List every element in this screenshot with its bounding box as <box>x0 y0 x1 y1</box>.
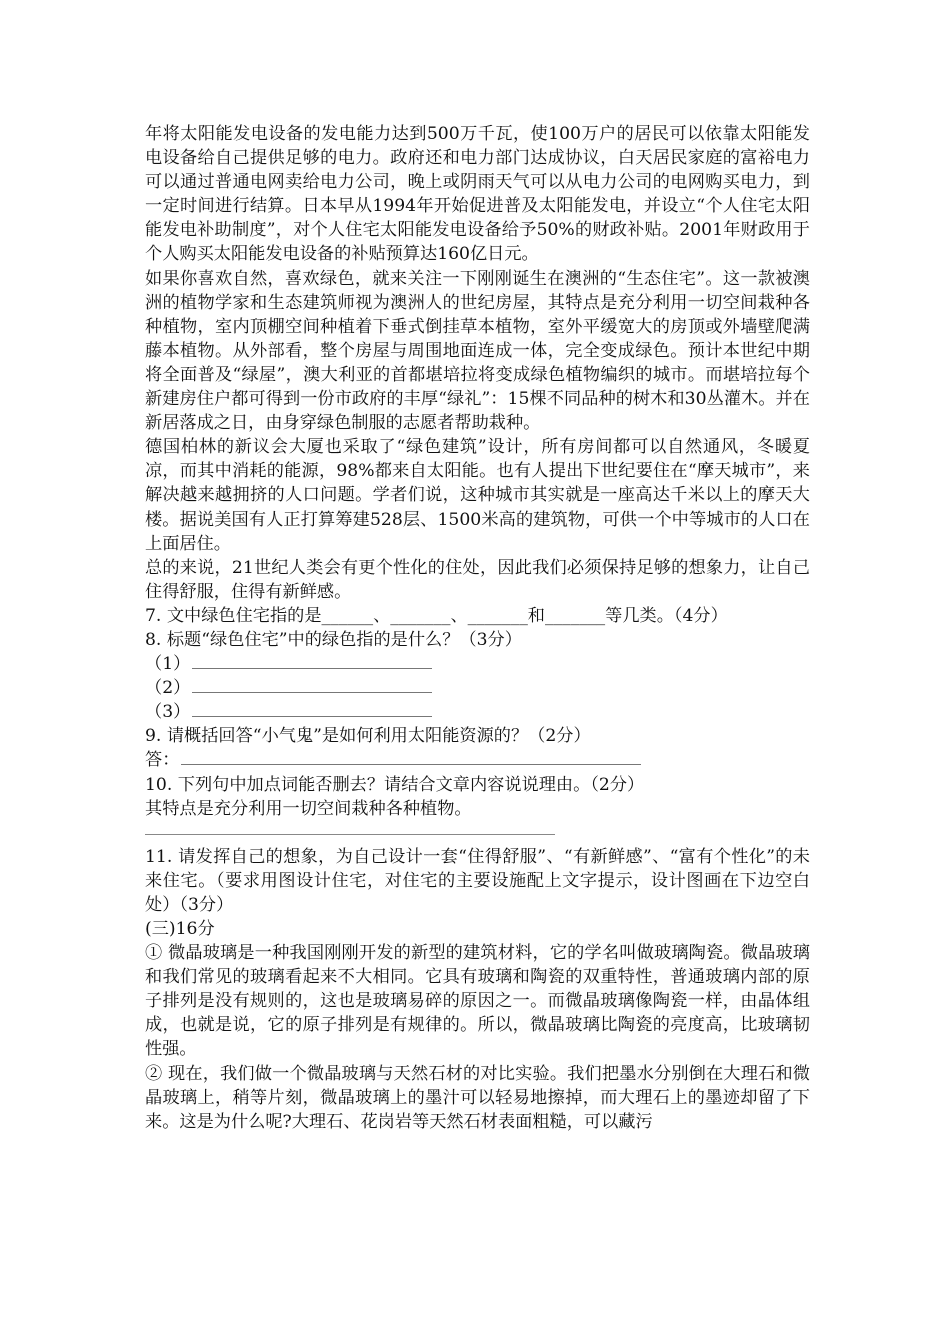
paragraph-glass-1: ① 微晶玻璃是一种我国刚刚开发的新型的建筑材料，它的学名叫做玻璃陶瓷。微晶玻璃和我们常见的玻璃看起来不大相同。它具有玻璃和陶瓷的双重特性，普通玻璃内部的原子排列是没有规则的，这也是玻璃易碎的原因之一。而微晶玻璃像陶瓷一样，由晶体组成，也就是说，它的原子排列是有规律的。所以，微晶玻璃比陶瓷的亮度高，比玻璃韧性强。 <box>145 943 810 1060</box>
answer-field[interactable] <box>192 678 432 693</box>
question-7: 7. 文中绿色住宅指的是______、_______、_______和_______等几类。（4分） <box>145 605 728 626</box>
document-page <box>145 122 810 1134</box>
answer-field[interactable] <box>192 654 432 669</box>
question-10-sentence: 其特点是充分利用一切空间栽种各种植物。 <box>145 798 472 819</box>
question-11: 11. 请发挥自己的想象，为自己设计一套“住得舒服”、“有新鲜感”、“富有个性化”的未来住宅。（要求用图设计住宅，对住宅的主要设施配上文字提示，设计图画在下边空白处）（3分） <box>145 846 810 915</box>
paragraph-glass-2: ② 现在，我们做一个微晶玻璃与天然石材的对比实验。我们把墨水分别倒在大理石和微晶玻璃上，稍等片刻，微晶玻璃上的墨汁可以轻易地擦掉，而大理石上的墨迹却留了下来。这是为什么呢?大理石、花岗岩等天然石材表面粗糙，可以藏污 <box>145 1063 810 1132</box>
answer-field[interactable] <box>145 834 555 835</box>
question-8: 8. 标题“绿色住宅”中的绿色指的是什么？（3分） <box>145 629 522 650</box>
answer-label: 答： <box>145 750 180 771</box>
answer-row-2 <box>145 676 810 700</box>
question-10: 10. 下列句中加点词能否删去？请结合文章内容说说理由。（2分） <box>145 774 645 795</box>
paragraph-eco-house: 如果你喜欢自然，喜欢绿色，就来关注一下刚刚诞生在澳洲的“生态住宅”。这一款被澳洲的植物学家和生态建筑师视为澳洲人的世纪房屋，其特点是充分利用一切空间栽种各种植物，室内顶棚空间种植着下垂式倒挂草本植物，室外平缓宽大的房顶或外墙壁爬满藤本植物。从外部看，整个房屋与周围地面连成一体，完全变成绿色。预计本世纪中期将全面普及“绿屋”，澳大利亚的首都堪培拉将变成绿色植物编织的城市。而堪培拉每个新建房住户都可得到一份市政府的丰厚“绿礼”：15棵不同品种的树木和30丛灌木。并在新居落成之日，由身穿绿色制服的志愿者帮助栽种。 <box>145 268 810 434</box>
paragraph-berlin: 德国柏林的新议会大厦也采取了“绿色建筑”设计，所有房间都可以自然通风，冬暖夏凉，而其中消耗的能源，98%都来自太阳能。也有人提出下世纪要住在“摩天城市”，来解决越来越拥挤的人口问题。学者们说，这种城市其实就是一座高达千米以上的摩天大楼。据说美国有人正打算筹建528层、1500米高的建筑物，可供一个中等城市的人口在上面居住。 <box>145 437 810 554</box>
paragraph-summary: 总的来说，21世纪人类会有更个性化的住处，因此我们必须保持足够的想象力，让自己住得舒服，住得有新鲜感。 <box>145 557 810 602</box>
section-heading: (三)16分 <box>145 919 215 939</box>
answer-row-1 <box>145 652 810 676</box>
answer-row-q9 <box>145 748 810 772</box>
answer-label: （2） <box>145 678 191 699</box>
answer-rule <box>145 821 810 845</box>
answer-label: （3） <box>145 702 191 723</box>
answer-label: （1） <box>145 654 191 675</box>
question-9: 9. 请概括回答“小气鬼”是如何利用太阳能资源的？（2分） <box>145 726 591 747</box>
answer-field[interactable] <box>181 750 641 765</box>
answer-row-3 <box>145 700 810 724</box>
paragraph-solar-japan: 年将太阳能发电设备的发电能力达到500万千瓦，使100万户的居民可以依靠太阳能发电设备给自己提供足够的电力。政府还和电力部门达成协议，白天居民家庭的富裕电力可以通过普通电网卖给电力公司，晚上或阴雨天气可以从电力公司的电网购买电力，到一定时间进行结算。日本早从1994年开始促进普及太阳能发电，并设立“个人住宅太阳能发电补助制度”，对个人住宅太阳能发电设备给予50%的财政补贴。2001年财政用于个人购买太阳能发电设备的补贴预算达160亿日元。 <box>145 124 810 265</box>
answer-field[interactable] <box>192 702 432 717</box>
